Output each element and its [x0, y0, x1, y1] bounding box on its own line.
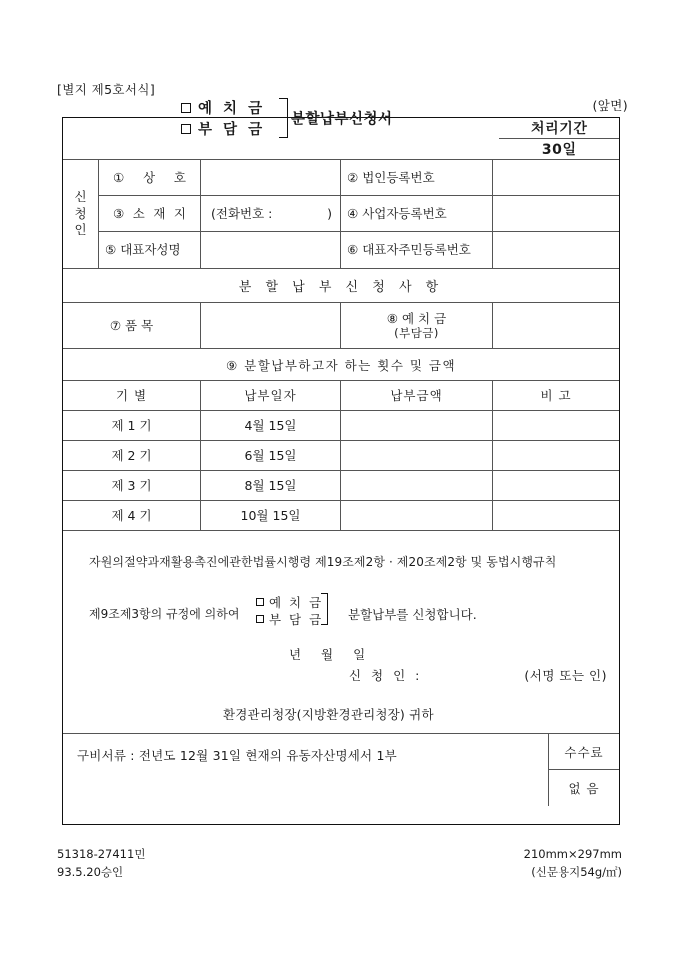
label-text-ji: 지: [173, 205, 186, 221]
checkbox-label-charge: 부 담 금: [198, 122, 266, 138]
checkbox-icon[interactable]: [256, 615, 264, 623]
cell-date-4: 10월 15일: [201, 501, 341, 530]
applicant-row-address: [99, 196, 619, 232]
side-mark: (앞면): [592, 98, 628, 113]
cell-period-4: 제 4 기: [63, 501, 201, 530]
cell-date-1: 4월 15일: [201, 411, 341, 440]
label-text-corporate-reg: 법인등록번호: [362, 169, 435, 185]
table-row: [63, 471, 619, 501]
applicant-section: [63, 160, 619, 269]
label-deposit-amount: [341, 303, 493, 348]
field-number-7: ⑦: [109, 317, 122, 333]
statement-checkbox-charge[interactable]: [256, 610, 323, 627]
clause-text: 제9조제3항의 규정에 의하여: [89, 607, 240, 621]
label-representative-id-number: [341, 232, 493, 268]
input-address-phone[interactable]: [201, 196, 341, 231]
attachments-section: [63, 734, 619, 806]
cell-date-2: 6월 15일: [201, 441, 341, 470]
addressee-text: 환경관리청장(지방환경관리청장) 귀하: [223, 707, 434, 722]
date-line[interactable]: 년 월 일: [289, 647, 374, 662]
label-text-sang: 상: [143, 169, 156, 185]
cell-period-3: 제 3 기: [63, 471, 201, 500]
table-row: [63, 441, 619, 471]
cell-note-2[interactable]: [493, 441, 619, 470]
applicant-signature-label[interactable]: 신 청 인 :: [349, 668, 423, 683]
label-address: [99, 196, 201, 231]
label-text-deposit: 예 치 금: [402, 310, 447, 326]
checkbox-option-deposit[interactable]: [181, 97, 265, 118]
column-header-date: 납부일자: [201, 381, 341, 410]
cell-date-3: 8월 15일: [201, 471, 341, 500]
table-row: [63, 411, 619, 441]
footer-form-code: 51318-27411민: [57, 847, 146, 861]
cell-note-3[interactable]: [493, 471, 619, 500]
table-header-row: [63, 381, 619, 411]
label-text-item: 품 목: [125, 317, 154, 333]
input-corporate-reg-number[interactable]: [493, 160, 619, 195]
applicant-label-char-2: 청: [74, 205, 87, 221]
label-item: [63, 303, 201, 348]
seal-note: (서명 또는 인): [524, 668, 607, 683]
phone-paren-close: ): [327, 205, 332, 221]
phone-label: (전화번호 :: [211, 205, 273, 221]
item-deposit-row: [63, 303, 619, 349]
applicant-section-label: [63, 160, 99, 268]
label-corporate-reg-number: [341, 160, 493, 195]
deposit-label-line: [387, 311, 446, 327]
input-business-name[interactable]: [201, 160, 341, 195]
checkbox-label-deposit: 예 치 금: [198, 101, 266, 117]
footer-right: [524, 846, 622, 882]
applicant-row-business-name: [99, 160, 619, 196]
cell-amount-4[interactable]: [341, 501, 493, 530]
brace-bracket-icon: [321, 593, 328, 625]
required-documents-text: 구비서류 : 전년도 12월 31일 현재의 유동자산명세서 1부: [63, 734, 549, 806]
cell-note-4[interactable]: [493, 501, 619, 530]
field-number-4: ④: [347, 205, 359, 221]
applicant-rows: [99, 160, 619, 268]
checkbox-option-charge[interactable]: [181, 118, 265, 139]
checkbox-icon[interactable]: [181, 124, 191, 134]
label-text-deposit-sub: (부담금): [394, 326, 439, 341]
applicant-label-char-3: 인: [74, 222, 87, 238]
statement-checkbox-label-charge: 부 담 금: [269, 611, 324, 627]
checkbox-icon[interactable]: [256, 598, 264, 606]
statement-checkbox-deposit[interactable]: [256, 593, 323, 610]
fee-block: [549, 734, 619, 806]
label-text-so: 소: [132, 205, 145, 221]
cell-period-2: 제 2 기: [63, 441, 201, 470]
brace-bracket-icon: [279, 98, 288, 138]
label-text-representative-id: 대표자주민등록번호: [362, 242, 471, 258]
statement-checkbox-label-deposit: 예 치 금: [269, 594, 324, 610]
label-business-reg-number: [341, 196, 493, 231]
footer-left: [57, 846, 145, 882]
statement-checkbox-group: [256, 593, 323, 627]
input-business-reg-number[interactable]: [493, 196, 619, 231]
processing-period-block: [499, 118, 619, 159]
field-number-6: ⑥: [347, 242, 359, 258]
cell-amount-1[interactable]: [341, 411, 493, 440]
column-header-amount: 납부금액: [341, 381, 493, 410]
installment-count-heading: ⑨ 분할납부하고자 하는 횟수 및 금액: [63, 349, 619, 381]
column-header-note: 비 고: [540, 387, 572, 403]
applicant-row-representative: [99, 232, 619, 268]
law-reference-text: 자원의절약과재활용촉진에관한법률시행령 제19조제2항 · 제20조제2항 및 동법시행규칙: [89, 555, 557, 569]
label-text-business-reg: 사업자등록번호: [362, 205, 447, 221]
checkbox-icon[interactable]: [181, 103, 191, 113]
title-checkbox-group: [181, 97, 265, 139]
input-representative-id-number[interactable]: [493, 232, 619, 268]
applicant-label-char-1: 신: [74, 188, 87, 204]
field-number-8: ⑧: [386, 310, 399, 326]
input-representative-name[interactable]: [201, 232, 341, 268]
input-item[interactable]: [201, 303, 341, 348]
cell-amount-2[interactable]: [341, 441, 493, 470]
label-representative-name: [99, 232, 201, 268]
label-business-name: [99, 160, 201, 195]
label-text-ho: 호: [173, 169, 186, 185]
input-deposit-amount[interactable]: [493, 303, 619, 348]
installment-section-heading: 분 할 납 부 신 청 사 항: [63, 269, 619, 303]
label-text-jae: 재: [153, 205, 166, 221]
table-row: [63, 501, 619, 531]
processing-period-value: 30일: [541, 142, 577, 158]
footer-paper-size: 210mm×297mm: [523, 847, 622, 861]
cell-period-1: 제 1 기: [63, 411, 201, 440]
apply-statement-text: 분할납부를 신청합니다.: [348, 607, 477, 622]
fee-value: 없 음: [568, 781, 600, 796]
footer-paper-type: (신문용지54g/㎡): [531, 864, 622, 879]
page-title: 분할납부신청서: [291, 111, 393, 128]
field-number-5: ⑤: [105, 242, 117, 258]
processing-period-label: 처리기간: [499, 118, 619, 139]
label-text-representative: 대표자성명: [120, 242, 181, 258]
payment-table: [63, 381, 619, 531]
footer-approval-date: 93.5.20승인: [57, 864, 124, 879]
field-number-2: ②: [347, 169, 359, 185]
field-number-1: ①: [113, 169, 125, 185]
column-header-period: 기 별: [63, 381, 201, 410]
statement-block: [63, 531, 619, 734]
fee-label: 수수료: [549, 734, 619, 770]
cell-note-1[interactable]: [493, 411, 619, 440]
cell-amount-3[interactable]: [341, 471, 493, 500]
form-reference: [별지 제5호서식]: [57, 82, 156, 97]
field-number-3: ③: [113, 205, 125, 221]
